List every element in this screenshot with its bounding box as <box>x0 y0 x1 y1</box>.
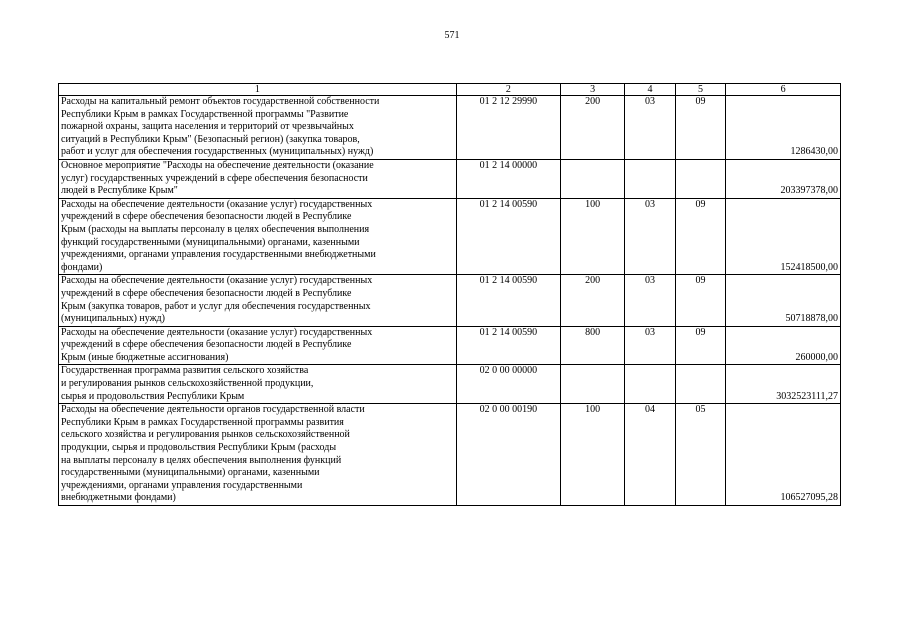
row-name-cell: Расходы на обеспечение деятельности (оказание услуг) государственных учреждений в сфере обеспечения безопасности людей в Республике Крым (закупка товаров, работ и услуг для обеспечения государственных (муниципальных) нужд) <box>59 275 457 326</box>
table-row <box>59 404 841 506</box>
row-name-cell: Расходы на обеспечение деятельности (оказание услуг) государственных учреждений в сфере обеспечения безопасности людей в Республике Крым (иные бюджетные ассигнования) <box>59 326 457 365</box>
row-amount-cell: 106527095,28 <box>726 404 841 506</box>
row-target-code-cell: 01 2 14 00000 <box>456 159 560 198</box>
row-expense-type-cell <box>561 365 625 404</box>
row-name-cell: Расходы на обеспечение деятельности (оказание услуг) государственных учреждений в сфере обеспечения безопасности людей в Республике Крым (расходы на выплаты персоналу в целях обеспечения выполнения функций государственными (муниципальными) органами, казенными учреждениями, органами управления государственными внебюджетными фондами) <box>59 198 457 275</box>
row-amount-cell: 50718878,00 <box>726 275 841 326</box>
row-name-cell: Государственная программа развития сельского хозяйства и регулирования рынков сельскохозяйственной продукции, сырья и продовольствия Республики Крым <box>59 365 457 404</box>
row-name-cell: Расходы на капитальный ремонт объектов государственной собственности Республики Крым в рамках Государственной программы "Развитие пожарной охраны, защита населения и территорий от чрезвычайных ситуаций в Республики Крым" (Безопасный регион) (закупка товаров, работ и услуг для обеспечения государственных (муниципальных) нужд) <box>59 96 457 160</box>
row-target-code-cell: 02 0 00 00000 <box>456 365 560 404</box>
row-expense-type-cell <box>561 159 625 198</box>
row-expense-type-cell: 100 <box>561 198 625 275</box>
table-row <box>59 326 841 365</box>
row-name-cell: Основное мероприятие "Расходы на обеспечение деятельности (оказание услуг) государственных учреждений в сфере обеспечения безопасности людей в Республике Крым" <box>59 159 457 198</box>
row-subsection-cell <box>675 365 726 404</box>
row-amount-cell: 152418500,00 <box>726 198 841 275</box>
row-amount-cell: 203397378,00 <box>726 159 841 198</box>
row-subsection-cell: 05 <box>675 404 726 506</box>
row-target-code-cell: 01 2 14 00590 <box>456 275 560 326</box>
row-section-cell <box>625 365 676 404</box>
table-row <box>59 365 841 404</box>
row-section-cell: 04 <box>625 404 676 506</box>
row-section-cell: 03 <box>625 326 676 365</box>
table-row <box>59 159 841 198</box>
row-subsection-cell: 09 <box>675 198 726 275</box>
row-target-code-cell: 02 0 00 00190 <box>456 404 560 506</box>
row-section-cell: 03 <box>625 275 676 326</box>
column-header-6: 6 <box>726 84 841 96</box>
column-number-row <box>59 84 841 96</box>
table-row <box>59 275 841 326</box>
column-header-1: 1 <box>59 84 457 96</box>
row-amount-cell: 3032523111,27 <box>726 365 841 404</box>
row-target-code-cell: 01 2 14 00590 <box>456 326 560 365</box>
row-expense-type-cell: 200 <box>561 96 625 160</box>
row-expense-type-cell: 800 <box>561 326 625 365</box>
row-section-cell <box>625 159 676 198</box>
budget-table-body <box>59 84 841 506</box>
column-header-5: 5 <box>675 84 726 96</box>
budget-table <box>58 83 841 506</box>
row-subsection-cell: 09 <box>675 96 726 160</box>
row-subsection-cell <box>675 159 726 198</box>
row-amount-cell: 1286430,00 <box>726 96 841 160</box>
row-target-code-cell: 01 2 12 29990 <box>456 96 560 160</box>
page-number: 571 <box>444 30 460 41</box>
row-target-code-cell: 01 2 14 00590 <box>456 198 560 275</box>
table-row <box>59 198 841 275</box>
column-header-2: 2 <box>456 84 560 96</box>
row-name-cell: Расходы на обеспечение деятельности органов государственной власти Республики Крым в рамках Государственной программы развития сельского хозяйства и регулирования рынков сельскохозяйственной продукции, сырья и продовольствия Республики Крым (расходы на выплаты персоналу в целях обеспечения выполнения функций государственными (муниципальными) органами, казенными учреждениями, органами управления государственными внебюджетными фондами) <box>59 404 457 506</box>
row-subsection-cell: 09 <box>675 275 726 326</box>
table-row <box>59 96 841 160</box>
row-subsection-cell: 09 <box>675 326 726 365</box>
row-expense-type-cell: 100 <box>561 404 625 506</box>
column-header-3: 3 <box>561 84 625 96</box>
column-header-4: 4 <box>625 84 676 96</box>
row-section-cell: 03 <box>625 198 676 275</box>
row-section-cell: 03 <box>625 96 676 160</box>
row-amount-cell: 260000,00 <box>726 326 841 365</box>
row-expense-type-cell: 200 <box>561 275 625 326</box>
